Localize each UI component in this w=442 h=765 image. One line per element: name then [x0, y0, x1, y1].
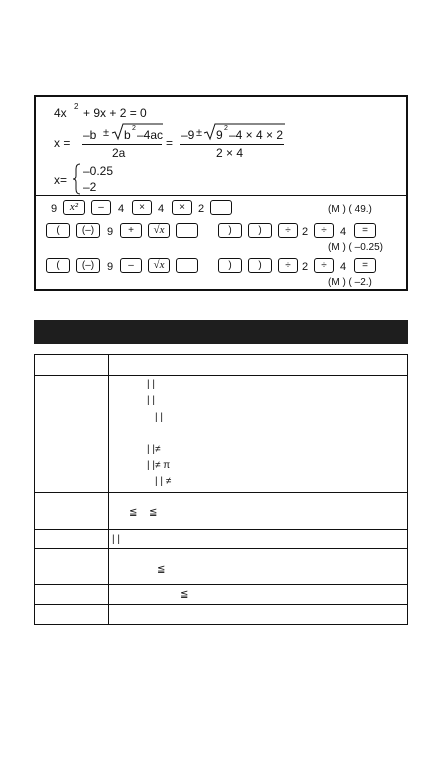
formula-b-exponent: 2: [132, 125, 136, 132]
key-close-paren[interactable]: ): [218, 258, 242, 273]
key-digit-4: 4: [118, 203, 125, 215]
key-close-paren[interactable]: ): [248, 258, 272, 273]
key-plus[interactable]: +: [120, 223, 142, 238]
less-equal-symbol: ≦: [157, 564, 166, 575]
section-divider: [36, 195, 406, 196]
key-equals[interactable]: =: [354, 258, 376, 273]
key-divide[interactable]: ÷: [314, 223, 334, 238]
roots-lhs: x=: [54, 173, 68, 187]
formula-equals: =: [166, 136, 174, 150]
key-blank[interactable]: [176, 223, 198, 238]
key-multiply[interactable]: ×: [172, 200, 192, 215]
key-minus[interactable]: –: [91, 200, 111, 215]
section-heading-bar: [34, 320, 408, 344]
key-blank[interactable]: [210, 200, 232, 215]
formula2-nine: 9: [216, 128, 223, 142]
left-brace-icon: [72, 163, 82, 195]
row-divider: [35, 548, 407, 549]
formula2-num-pre: –9: [181, 128, 195, 142]
key-open-paren[interactable]: (: [46, 258, 70, 273]
display-result-2: (M ) ( –0.25): [328, 242, 384, 253]
less-equal-symbol: ≦: [149, 507, 158, 518]
key-digit-4: 4: [340, 226, 347, 238]
key-digit-9: 9: [51, 203, 58, 215]
formula2-radicand: –4 × 4 × 2: [229, 128, 284, 142]
key-digit-4: 4: [158, 203, 165, 215]
row-divider: [35, 604, 407, 605]
formula-num-pre: –b: [83, 128, 97, 142]
abs-not-equal-symbol: | |≠: [147, 444, 161, 455]
key-x-squared[interactable]: x²: [63, 200, 85, 215]
abs-not-equal-pi-symbol: | |≠ π: [147, 460, 171, 471]
display-result-3: (M ) ( –2.): [328, 277, 372, 288]
formula-denominator: 2a: [112, 146, 126, 160]
formula2-nine-exponent: 2: [224, 125, 228, 132]
display-result-1: (M ) ( 49.): [328, 204, 372, 215]
key-digit-4: 4: [340, 261, 347, 273]
less-equal-symbol: ≦: [129, 507, 138, 518]
key-negative[interactable]: (–): [76, 223, 100, 238]
key-negative[interactable]: (–): [76, 258, 100, 273]
equation-exponent: 2: [74, 102, 79, 111]
root-1: –0.25: [83, 164, 114, 178]
formula-b: b: [124, 128, 131, 142]
fraction-bar-2: [180, 144, 284, 145]
abs-symbol: | |: [147, 379, 155, 390]
row-divider: [35, 492, 407, 493]
row-divider: [35, 375, 407, 376]
key-close-paren[interactable]: ): [248, 223, 272, 238]
less-equal-symbol: ≦: [180, 589, 189, 600]
key-equals[interactable]: =: [354, 223, 376, 238]
abs-not-equal-symbol: | | ≠: [155, 476, 172, 487]
example-box: [34, 95, 408, 291]
key-close-paren[interactable]: ): [218, 223, 242, 238]
abs-symbol: | |: [155, 412, 163, 423]
equation-lhs: 4x: [54, 106, 67, 120]
key-digit-9: 9: [107, 261, 114, 273]
key-divide[interactable]: ÷: [278, 223, 298, 238]
formula-lhs: x =: [54, 136, 71, 150]
key-divide[interactable]: ÷: [278, 258, 298, 273]
fraction-bar: [82, 144, 162, 145]
formula2-denominator: 2 × 4: [216, 146, 244, 160]
equation-rest: + 9x + 2 = 0: [83, 106, 147, 120]
key-digit-2: 2: [302, 226, 309, 238]
key-square-root[interactable]: √x: [148, 258, 170, 273]
key-multiply[interactable]: ×: [132, 200, 152, 215]
range-table: [34, 354, 408, 625]
formula2-plus-minus: ±: [196, 127, 203, 139]
key-digit-2: 2: [302, 261, 309, 273]
abs-symbol: | |: [147, 395, 155, 406]
key-square-root[interactable]: √x: [148, 223, 170, 238]
key-minus[interactable]: –: [120, 258, 142, 273]
formula-plus-minus: ±: [103, 127, 110, 139]
root-2: –2: [83, 180, 97, 194]
key-divide[interactable]: ÷: [314, 258, 334, 273]
key-digit-2: 2: [198, 203, 205, 215]
abs-symbol: | |: [112, 534, 120, 545]
key-open-paren[interactable]: (: [46, 223, 70, 238]
row-divider: [35, 529, 407, 530]
key-blank[interactable]: [176, 258, 198, 273]
formula-ac: –4ac: [137, 128, 164, 142]
row-divider: [35, 584, 407, 585]
key-digit-9: 9: [107, 226, 114, 238]
